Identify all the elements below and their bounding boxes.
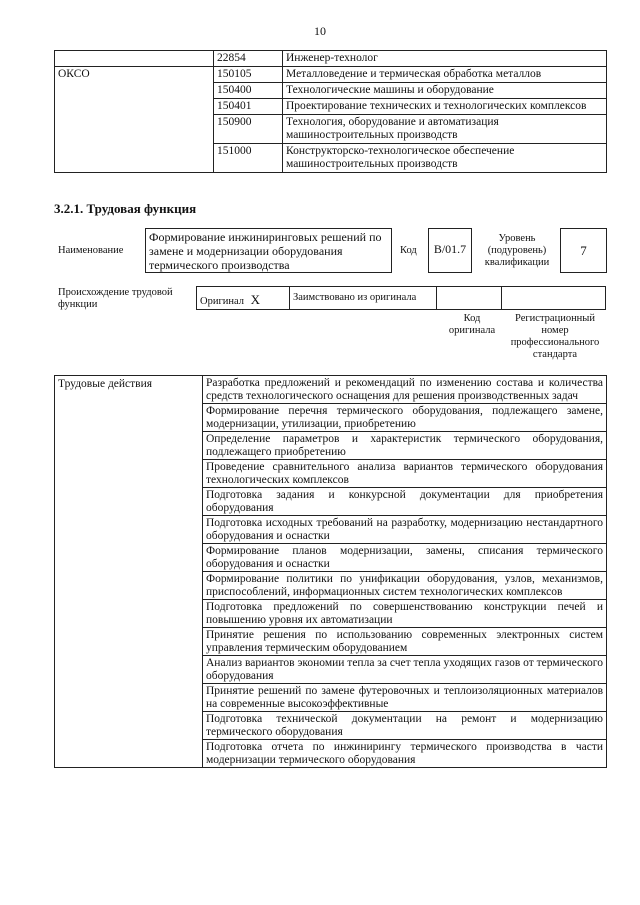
- labor-action-item: Подготовка задания и конкурсной документации для приобретения оборудования: [203, 488, 607, 516]
- labor-action-item: Подготовка технической документации на ремонт и модернизацию термического оборудования: [203, 712, 607, 740]
- labor-action-item: Принятие решения по использованию современных электронных систем управления термическим оборудованием: [203, 628, 607, 656]
- okso-code-cell: 150105: [214, 67, 283, 83]
- okso-name-cell: Инженер-технолог: [283, 51, 607, 67]
- okso-group-cell: [55, 51, 214, 67]
- page-number: 10: [314, 24, 326, 38]
- code-caption: Код оригинала: [448, 313, 496, 336]
- function-code-box: B/01.7: [428, 228, 472, 273]
- labor-actions-table: [54, 375, 607, 768]
- okso-table-body: [55, 51, 607, 173]
- okso-code-cell: 151000: [214, 144, 283, 173]
- okso-group-cell: ОКСО: [55, 67, 214, 173]
- borrowed-cell: Заимствовано из оригинала: [289, 286, 437, 310]
- section-heading: 3.2.1. Трудовая функция: [54, 201, 197, 216]
- labor-action-item: Подготовка предложений по совершенствованию конструкции печей и повышению уровня их автоматизации: [203, 600, 607, 628]
- original-mark: X: [250, 292, 261, 307]
- table-row: [55, 67, 607, 83]
- okso-code-cell: 22854: [214, 51, 283, 67]
- origin-row: [196, 286, 606, 310]
- origin-reg-cell: [501, 286, 606, 310]
- origin-label: Происхождение трудовой функции: [58, 287, 173, 310]
- labor-action-item: Разработка предложений и рекомендаций по изменению состава и количества средств технологического оснащения для решения производственных задач: [203, 376, 607, 404]
- labor-action-item: Формирование перечня термического оборудования, подлежащего замене, модернизации, утилизации, приобретению: [203, 404, 607, 432]
- labor-action-item: Подготовка отчета по инжинирингу термического производства в части модернизации термического оборудования: [203, 740, 607, 768]
- original-label: Оригинал: [200, 296, 244, 307]
- name-label: Наименование: [58, 245, 124, 256]
- level-label: Уровень (подуровень) квалификации: [484, 233, 550, 268]
- labor-action-item: Принятие решений по замене футеровочных и теплоизоляционных материалов на современные высокоэффективные: [203, 684, 607, 712]
- labor-action-item: Анализ вариантов экономии тепла за счет тепла уходящих газов от термического оборудования: [203, 656, 607, 684]
- origin-code-cell: [436, 286, 502, 310]
- okso-code-cell: 150900: [214, 115, 283, 144]
- table-row: [55, 51, 607, 67]
- labor-action-item: Формирование планов модернизации, замены, списания термического оборудования и оснастки: [203, 544, 607, 572]
- table-row: [55, 376, 607, 404]
- level-box: 7: [560, 228, 607, 273]
- okso-table: [54, 50, 607, 173]
- function-name-box: Формирование инжиниринговых решений по замене и модернизации оборудования термического производства: [145, 228, 392, 273]
- labor-action-item: Определение параметров и характеристик термического оборудования, подлежащего приобретению: [203, 432, 607, 460]
- labor-action-item: Подготовка исходных требований на разработку, модернизацию нестандартного оборудования и оснастки: [203, 516, 607, 544]
- labor-actions-body: [55, 376, 607, 768]
- reg-caption: Регистрационный номер профессионального стандарта: [510, 313, 600, 360]
- labor-action-item: Проведение сравнительного анализа вариантов термического оборудования технологических комплексов: [203, 460, 607, 488]
- original-cell: [196, 286, 290, 310]
- okso-name-cell: Проектирование технических и технологических комплексов: [283, 99, 607, 115]
- okso-name-cell: Металловедение и термическая обработка металлов: [283, 67, 607, 83]
- okso-name-cell: Технологические машины и оборудование: [283, 83, 607, 99]
- labor-action-item: Формирование политики по унификации оборудования, узлов, механизмов, приспособлений, информационных систем технологических комплексов: [203, 572, 607, 600]
- okso-name-cell: Технология, оборудование и автоматизация машиностроительных производств: [283, 115, 607, 144]
- code-label: Код: [400, 245, 417, 256]
- labor-actions-title: Трудовые действия: [55, 376, 203, 768]
- okso-name-cell: Конструкторско-технологическое обеспечение машиностроительных производств: [283, 144, 607, 173]
- okso-code-cell: 150400: [214, 83, 283, 99]
- okso-code-cell: 150401: [214, 99, 283, 115]
